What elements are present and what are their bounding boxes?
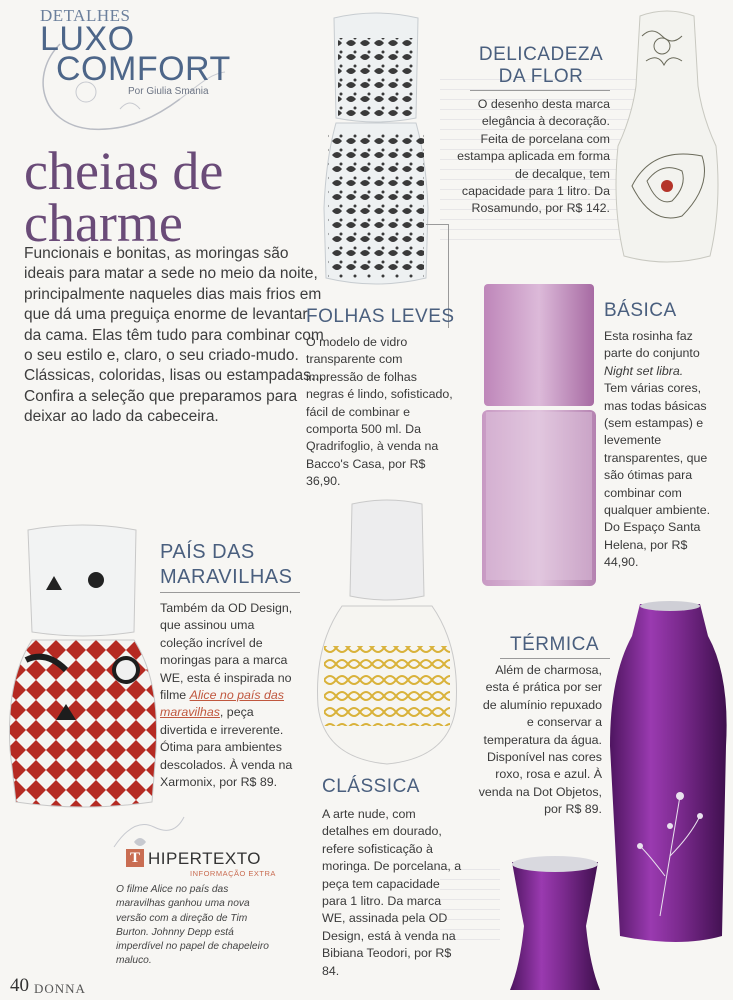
paises-body-before: Também da OD Design, que assinou uma coleção incrível de moringas para a marca WE, esta é inspirada no filme xyxy=(160,601,293,703)
basica-line-2: parte do conjunto xyxy=(604,346,700,361)
hipertexto-subtitle: INFORMAÇÃO EXTRA xyxy=(190,869,276,878)
basica-line-3: Night set libra. xyxy=(604,363,684,378)
basica-title: BÁSICA xyxy=(604,300,677,321)
folhas-body: O modelo de vidro transparente com impressão de folhas negras é lindo, sofisticado, fácil de combinar e comporta 500 ml. Da Qradrifoglio, à venda na Bacco's Casa, por R$ 36,90. xyxy=(306,335,453,489)
classica-body: A arte nude, com detalhes em dourado, refere sofisticação à moringa. De porcelana, a peça tem capacidade para 1 litro. Da marca WE, assinada pela OD Design, está à venda na Bibiana Teodori, por R$ 84. xyxy=(322,807,462,978)
paises-film-link[interactable]: Alice no país das maravilhas xyxy=(160,688,284,720)
paises-body-after: , peça divertida e irreverente. Ótima para ambientes descolados. À venda na Xarmonix, por R$ 89. xyxy=(160,705,293,790)
basica-body xyxy=(604,328,724,572)
termica-title: TÉRMICA xyxy=(510,634,599,655)
delicadeza-title xyxy=(478,44,604,88)
folhas-title: FOLHAS LEVES xyxy=(306,306,455,327)
paises-rule xyxy=(160,592,300,593)
hipertexto-title: HIPERTEXTO xyxy=(148,849,262,868)
intro-paragraph: Funcionais e bonitas, as moringas são ideais para matar a sede no meio da noite, principalmente naqueles dias mais frios em que dá uma preguiça enorme de levantar da cama. Elas têm tudo para combinar com o seu estilo e, claro, o seu criado-mudo. Clássicas, coloridas, lisas ou estampadas... Confira a seleção que preparamos para deixar ao lado da cabeceira. xyxy=(24,245,324,426)
headline xyxy=(24,141,324,253)
section-title-luxo: LUXO xyxy=(40,20,135,58)
hipertexto-body: O filme Alice no país das maravilhas ganhou uma nova versão com a direção de Tim Burton. Johnny Depp está imperdível no papel de chapeleiro maluco. xyxy=(116,884,269,967)
basica-line-1: Esta rosinha faz xyxy=(604,329,693,343)
paises-title-line-1: PAÍS DAS xyxy=(160,541,255,563)
paises-title xyxy=(160,540,292,590)
basica-rest: Tem várias cores, mas todas básicas (sem estampas) e levemente transparentes, que são ótimas para combinar com qualquer ambiente. Do Espaço Santa Helena, por R$ 44,90. xyxy=(604,381,711,570)
termica-body: Além de charmosa, esta é prática por ser de alumínio repuxado e conservar a temperatura da água. Disponível nas cores roxo, rosa e azul. À venda na Dot Objetos, por R$ 89. xyxy=(478,663,602,817)
delicadeza-rule xyxy=(470,90,610,91)
paises-title-line-2: MARAVILHAS xyxy=(160,566,293,588)
basica-carafe-image xyxy=(476,280,602,592)
paises-body xyxy=(160,600,300,791)
delicadeza-carafe-image xyxy=(612,6,722,266)
delicadeza-title-line-1: DELICADEZA xyxy=(478,44,604,65)
hipertexto-ornament xyxy=(104,812,194,852)
hipertexto-mark: T xyxy=(126,849,144,867)
folhas-connector-h xyxy=(426,224,448,225)
page-number: 40 xyxy=(10,975,29,996)
delicadeza-title-line-2: DA FLOR xyxy=(498,66,584,87)
termica-rule xyxy=(500,658,610,659)
section-kicker: DETALHES xyxy=(40,6,131,25)
magazine-name: DONNA xyxy=(34,981,86,996)
classica-carafe-image xyxy=(312,496,462,768)
alice-carafe-image xyxy=(6,520,160,812)
headline-line-1: cheias de xyxy=(24,141,224,201)
delicadeza-body: O desenho desta marca elegância à decoração. Feita de porcelana com estampa aplicada em forma de decalque, tem capacidade para 1 litro. Da Rosamundo, por R$ 142. xyxy=(457,97,610,216)
headline-line-2: charme xyxy=(24,193,183,253)
folhas-leves-carafe-image xyxy=(316,8,436,293)
classica-title: CLÁSSICA xyxy=(322,776,420,797)
section-title-comfort: COMFORT xyxy=(56,50,231,88)
byline: Por Giulia Smania xyxy=(128,86,209,97)
